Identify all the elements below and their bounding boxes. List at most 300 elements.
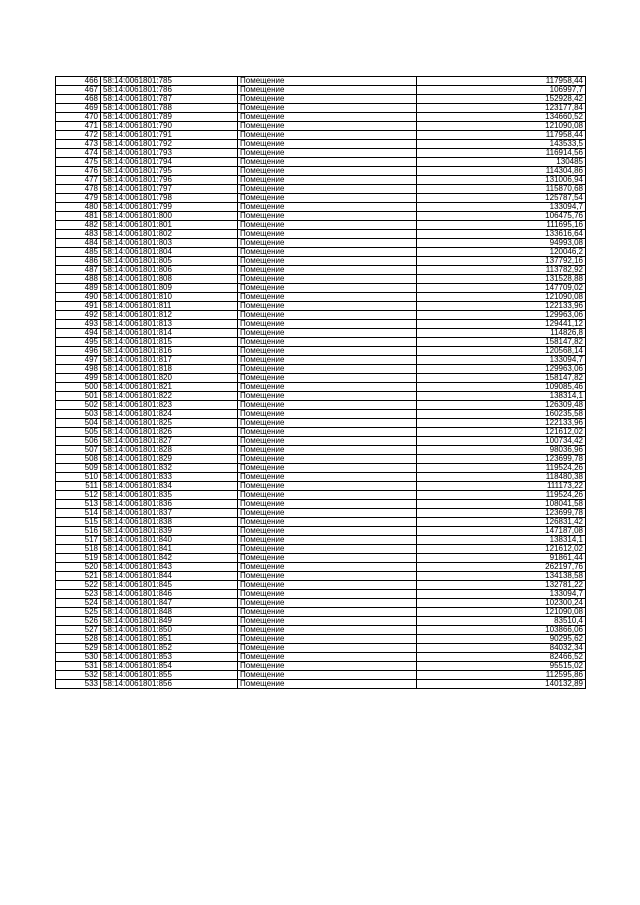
object-type-cell: Помещение bbox=[238, 464, 417, 473]
value-cell: 147709,02 bbox=[417, 284, 586, 293]
table-row bbox=[56, 482, 586, 491]
cadastral-number-cell: 58:14:0061801:849 bbox=[101, 617, 238, 626]
table-row bbox=[56, 221, 586, 230]
cadastral-number-cell: 58:14:0061801:800 bbox=[101, 212, 238, 221]
cadastral-number-cell: 58:14:0061801:834 bbox=[101, 482, 238, 491]
row-number-cell: 503 bbox=[56, 410, 101, 419]
table-row bbox=[56, 599, 586, 608]
table-row bbox=[56, 311, 586, 320]
row-number-cell: 476 bbox=[56, 167, 101, 176]
row-number-cell: 521 bbox=[56, 572, 101, 581]
table-row bbox=[56, 491, 586, 500]
row-number-cell: 520 bbox=[56, 563, 101, 572]
table-row bbox=[56, 257, 586, 266]
object-type-cell: Помещение bbox=[238, 338, 417, 347]
row-number-cell: 478 bbox=[56, 185, 101, 194]
value-cell: 126831,42 bbox=[417, 518, 586, 527]
row-number-cell: 479 bbox=[56, 194, 101, 203]
row-number-cell: 529 bbox=[56, 644, 101, 653]
cadastral-number-cell: 58:14:0061801:790 bbox=[101, 122, 238, 131]
row-number-cell: 512 bbox=[56, 491, 101, 500]
object-type-cell: Помещение bbox=[238, 185, 417, 194]
table-row bbox=[56, 86, 586, 95]
table-row bbox=[56, 302, 586, 311]
table-row bbox=[56, 644, 586, 653]
table-row bbox=[56, 536, 586, 545]
row-number-cell: 517 bbox=[56, 536, 101, 545]
object-type-cell: Помещение bbox=[238, 221, 417, 230]
object-type-cell: Помещение bbox=[238, 428, 417, 437]
cadastral-number-cell: 58:14:0061801:856 bbox=[101, 680, 238, 689]
cadastral-number-cell: 58:14:0061801:794 bbox=[101, 158, 238, 167]
value-cell: 120046,2 bbox=[417, 248, 586, 257]
table-row bbox=[56, 239, 586, 248]
object-type-cell: Помещение bbox=[238, 257, 417, 266]
cadastral-number-cell: 58:14:0061801:845 bbox=[101, 581, 238, 590]
value-cell: 158147,82 bbox=[417, 374, 586, 383]
row-number-cell: 481 bbox=[56, 212, 101, 221]
table-row bbox=[56, 383, 586, 392]
value-cell: 90295,62 bbox=[417, 635, 586, 644]
value-cell: 118480,38 bbox=[417, 473, 586, 482]
value-cell: 108041,58 bbox=[417, 500, 586, 509]
cadastral-number-cell: 58:14:0061801:810 bbox=[101, 293, 238, 302]
table-row bbox=[56, 572, 586, 581]
row-number-cell: 475 bbox=[56, 158, 101, 167]
value-cell: 134660,52 bbox=[417, 113, 586, 122]
cadastral-number-cell: 58:14:0061801:827 bbox=[101, 437, 238, 446]
value-cell: 113782,92 bbox=[417, 266, 586, 275]
cadastral-number-cell: 58:14:0061801:853 bbox=[101, 653, 238, 662]
cadastral-number-cell: 58:14:0061801:788 bbox=[101, 104, 238, 113]
table-row bbox=[56, 140, 586, 149]
cadastral-number-cell: 58:14:0061801:785 bbox=[101, 77, 238, 86]
cadastral-table bbox=[55, 76, 586, 689]
value-cell: 119524,26 bbox=[417, 464, 586, 473]
value-cell: 98036,96 bbox=[417, 446, 586, 455]
value-cell: 121612,02 bbox=[417, 545, 586, 554]
value-cell: 119524,26 bbox=[417, 491, 586, 500]
value-cell: 91861,44 bbox=[417, 554, 586, 563]
table-row bbox=[56, 131, 586, 140]
row-number-cell: 468 bbox=[56, 95, 101, 104]
cadastral-number-cell: 58:14:0061801:802 bbox=[101, 230, 238, 239]
registry-sheet bbox=[55, 76, 585, 689]
cadastral-number-cell: 58:14:0061801:848 bbox=[101, 608, 238, 617]
cadastral-number-cell: 58:14:0061801:855 bbox=[101, 671, 238, 680]
table-row bbox=[56, 626, 586, 635]
object-type-cell: Помещение bbox=[238, 302, 417, 311]
row-number-cell: 528 bbox=[56, 635, 101, 644]
object-type-cell: Помещение bbox=[238, 419, 417, 428]
table-row bbox=[56, 680, 586, 689]
row-number-cell: 506 bbox=[56, 437, 101, 446]
object-type-cell: Помещение bbox=[238, 509, 417, 518]
table-row bbox=[56, 230, 586, 239]
object-type-cell: Помещение bbox=[238, 77, 417, 86]
table-row bbox=[56, 365, 586, 374]
table-row bbox=[56, 617, 586, 626]
row-number-cell: 499 bbox=[56, 374, 101, 383]
object-type-cell: Помещение bbox=[238, 662, 417, 671]
row-number-cell: 532 bbox=[56, 671, 101, 680]
table-row bbox=[56, 167, 586, 176]
table-row bbox=[56, 410, 586, 419]
cadastral-number-cell: 58:14:0061801:796 bbox=[101, 176, 238, 185]
row-number-cell: 482 bbox=[56, 221, 101, 230]
value-cell: 117958,44 bbox=[417, 77, 586, 86]
value-cell: 83510,4 bbox=[417, 617, 586, 626]
cadastral-number-cell: 58:14:0061801:836 bbox=[101, 500, 238, 509]
row-number-cell: 484 bbox=[56, 239, 101, 248]
table-row bbox=[56, 122, 586, 131]
value-cell: 122133,96 bbox=[417, 419, 586, 428]
value-cell: 131528,88 bbox=[417, 275, 586, 284]
object-type-cell: Помещение bbox=[238, 212, 417, 221]
row-number-cell: 516 bbox=[56, 527, 101, 536]
table-row bbox=[56, 113, 586, 122]
table-row bbox=[56, 284, 586, 293]
row-number-cell: 514 bbox=[56, 509, 101, 518]
row-number-cell: 485 bbox=[56, 248, 101, 257]
object-type-cell: Помещение bbox=[238, 527, 417, 536]
table-row bbox=[56, 356, 586, 365]
value-cell: 129441,12 bbox=[417, 320, 586, 329]
value-cell: 129963,06 bbox=[417, 311, 586, 320]
value-cell: 115870,68 bbox=[417, 185, 586, 194]
cadastral-number-cell: 58:14:0061801:812 bbox=[101, 311, 238, 320]
value-cell: 123699,78 bbox=[417, 509, 586, 518]
table-row bbox=[56, 149, 586, 158]
object-type-cell: Помещение bbox=[238, 563, 417, 572]
value-cell: 84032,34 bbox=[417, 644, 586, 653]
cadastral-number-cell: 58:14:0061801:851 bbox=[101, 635, 238, 644]
value-cell: 158147,82 bbox=[417, 338, 586, 347]
value-cell: 102300,24 bbox=[417, 599, 586, 608]
value-cell: 112595,86 bbox=[417, 671, 586, 680]
table-row bbox=[56, 464, 586, 473]
cadastral-number-cell: 58:14:0061801:792 bbox=[101, 140, 238, 149]
cadastral-number-cell: 58:14:0061801:803 bbox=[101, 239, 238, 248]
object-type-cell: Помещение bbox=[238, 608, 417, 617]
object-type-cell: Помещение bbox=[238, 599, 417, 608]
row-number-cell: 509 bbox=[56, 464, 101, 473]
object-type-cell: Помещение bbox=[238, 572, 417, 581]
object-type-cell: Помещение bbox=[238, 500, 417, 509]
value-cell: 133094,7 bbox=[417, 203, 586, 212]
cadastral-number-cell: 58:14:0061801:822 bbox=[101, 392, 238, 401]
row-number-cell: 487 bbox=[56, 266, 101, 275]
cadastral-number-cell: 58:14:0061801:852 bbox=[101, 644, 238, 653]
value-cell: 109085,46 bbox=[417, 383, 586, 392]
cadastral-number-cell: 58:14:0061801:821 bbox=[101, 383, 238, 392]
value-cell: 114304,86 bbox=[417, 167, 586, 176]
cadastral-number-cell: 58:14:0061801:815 bbox=[101, 338, 238, 347]
value-cell: 140132,89 bbox=[417, 680, 586, 689]
table-row bbox=[56, 437, 586, 446]
table-row bbox=[56, 212, 586, 221]
cadastral-number-cell: 58:14:0061801:820 bbox=[101, 374, 238, 383]
cadastral-number-cell: 58:14:0061801:828 bbox=[101, 446, 238, 455]
object-type-cell: Помещение bbox=[238, 329, 417, 338]
row-number-cell: 513 bbox=[56, 500, 101, 509]
row-number-cell: 510 bbox=[56, 473, 101, 482]
cadastral-number-cell: 58:14:0061801:795 bbox=[101, 167, 238, 176]
object-type-cell: Помещение bbox=[238, 239, 417, 248]
row-number-cell: 500 bbox=[56, 383, 101, 392]
object-type-cell: Помещение bbox=[238, 86, 417, 95]
cadastral-number-cell: 58:14:0061801:799 bbox=[101, 203, 238, 212]
value-cell: 138314,1 bbox=[417, 536, 586, 545]
object-type-cell: Помещение bbox=[238, 536, 417, 545]
row-number-cell: 493 bbox=[56, 320, 101, 329]
table-row bbox=[56, 509, 586, 518]
row-number-cell: 498 bbox=[56, 365, 101, 374]
table-body bbox=[56, 77, 586, 689]
table-row bbox=[56, 590, 586, 599]
table-row bbox=[56, 653, 586, 662]
value-cell: 129963,06 bbox=[417, 365, 586, 374]
object-type-cell: Помещение bbox=[238, 617, 417, 626]
value-cell: 160235,58 bbox=[417, 410, 586, 419]
table-row bbox=[56, 527, 586, 536]
cadastral-number-cell: 58:14:0061801:832 bbox=[101, 464, 238, 473]
row-number-cell: 524 bbox=[56, 599, 101, 608]
cadastral-number-cell: 58:14:0061801:829 bbox=[101, 455, 238, 464]
row-number-cell: 507 bbox=[56, 446, 101, 455]
object-type-cell: Помещение bbox=[238, 140, 417, 149]
table-row bbox=[56, 401, 586, 410]
table-row bbox=[56, 104, 586, 113]
row-number-cell: 502 bbox=[56, 401, 101, 410]
row-number-cell: 471 bbox=[56, 122, 101, 131]
row-number-cell: 518 bbox=[56, 545, 101, 554]
row-number-cell: 491 bbox=[56, 302, 101, 311]
row-number-cell: 472 bbox=[56, 131, 101, 140]
row-number-cell: 527 bbox=[56, 626, 101, 635]
row-number-cell: 519 bbox=[56, 554, 101, 563]
table-row bbox=[56, 158, 586, 167]
table-row bbox=[56, 635, 586, 644]
row-number-cell: 515 bbox=[56, 518, 101, 527]
object-type-cell: Помещение bbox=[238, 131, 417, 140]
value-cell: 111695,16 bbox=[417, 221, 586, 230]
cadastral-number-cell: 58:14:0061801:823 bbox=[101, 401, 238, 410]
table-row bbox=[56, 266, 586, 275]
row-number-cell: 486 bbox=[56, 257, 101, 266]
table-row bbox=[56, 518, 586, 527]
table-row bbox=[56, 671, 586, 680]
object-type-cell: Помещение bbox=[238, 149, 417, 158]
object-type-cell: Помещение bbox=[238, 356, 417, 365]
row-number-cell: 533 bbox=[56, 680, 101, 689]
row-number-cell: 497 bbox=[56, 356, 101, 365]
object-type-cell: Помещение bbox=[238, 437, 417, 446]
table-row bbox=[56, 347, 586, 356]
value-cell: 121090,08 bbox=[417, 293, 586, 302]
object-type-cell: Помещение bbox=[238, 203, 417, 212]
value-cell: 103866,06 bbox=[417, 626, 586, 635]
table-row bbox=[56, 581, 586, 590]
row-number-cell: 488 bbox=[56, 275, 101, 284]
table-row bbox=[56, 374, 586, 383]
row-number-cell: 526 bbox=[56, 617, 101, 626]
table-row bbox=[56, 248, 586, 257]
table-row bbox=[56, 176, 586, 185]
row-number-cell: 473 bbox=[56, 140, 101, 149]
value-cell: 114826,8 bbox=[417, 329, 586, 338]
row-number-cell: 470 bbox=[56, 113, 101, 122]
value-cell: 133094,7 bbox=[417, 356, 586, 365]
object-type-cell: Помещение bbox=[238, 455, 417, 464]
value-cell: 94993,08 bbox=[417, 239, 586, 248]
object-type-cell: Помещение bbox=[238, 311, 417, 320]
row-number-cell: 495 bbox=[56, 338, 101, 347]
object-type-cell: Помещение bbox=[238, 635, 417, 644]
table-row bbox=[56, 446, 586, 455]
row-number-cell: 492 bbox=[56, 311, 101, 320]
object-type-cell: Помещение bbox=[238, 104, 417, 113]
object-type-cell: Помещение bbox=[238, 158, 417, 167]
value-cell: 126309,48 bbox=[417, 401, 586, 410]
value-cell: 121090,08 bbox=[417, 608, 586, 617]
cadastral-number-cell: 58:14:0061801:806 bbox=[101, 266, 238, 275]
object-type-cell: Помещение bbox=[238, 491, 417, 500]
object-type-cell: Помещение bbox=[238, 365, 417, 374]
value-cell: 106997,7 bbox=[417, 86, 586, 95]
object-type-cell: Помещение bbox=[238, 392, 417, 401]
table-row bbox=[56, 473, 586, 482]
object-type-cell: Помещение bbox=[238, 347, 417, 356]
table-row bbox=[56, 500, 586, 509]
table-row bbox=[56, 428, 586, 437]
cadastral-number-cell: 58:14:0061801:814 bbox=[101, 329, 238, 338]
value-cell: 152928,42 bbox=[417, 95, 586, 104]
value-cell: 133616,64 bbox=[417, 230, 586, 239]
object-type-cell: Помещение bbox=[238, 248, 417, 257]
object-type-cell: Помещение bbox=[238, 581, 417, 590]
table-row bbox=[56, 419, 586, 428]
object-type-cell: Помещение bbox=[238, 482, 417, 491]
cadastral-number-cell: 58:14:0061801:809 bbox=[101, 284, 238, 293]
value-cell: 82466,52 bbox=[417, 653, 586, 662]
cadastral-number-cell: 58:14:0061801:840 bbox=[101, 536, 238, 545]
table-row bbox=[56, 662, 586, 671]
table-row bbox=[56, 392, 586, 401]
cadastral-number-cell: 58:14:0061801:844 bbox=[101, 572, 238, 581]
value-cell: 120568,14 bbox=[417, 347, 586, 356]
cadastral-number-cell: 58:14:0061801:808 bbox=[101, 275, 238, 284]
object-type-cell: Помещение bbox=[238, 95, 417, 104]
object-type-cell: Помещение bbox=[238, 122, 417, 131]
object-type-cell: Помещение bbox=[238, 473, 417, 482]
cadastral-number-cell: 58:14:0061801:793 bbox=[101, 149, 238, 158]
table-row bbox=[56, 338, 586, 347]
cadastral-number-cell: 58:14:0061801:841 bbox=[101, 545, 238, 554]
object-type-cell: Помещение bbox=[238, 293, 417, 302]
value-cell: 132781,22 bbox=[417, 581, 586, 590]
object-type-cell: Помещение bbox=[238, 113, 417, 122]
row-number-cell: 523 bbox=[56, 590, 101, 599]
table-row bbox=[56, 203, 586, 212]
value-cell: 147187,08 bbox=[417, 527, 586, 536]
object-type-cell: Помещение bbox=[238, 266, 417, 275]
row-number-cell: 466 bbox=[56, 77, 101, 86]
object-type-cell: Помещение bbox=[238, 167, 417, 176]
table-row bbox=[56, 545, 586, 554]
value-cell: 117958,44 bbox=[417, 131, 586, 140]
table-row bbox=[56, 194, 586, 203]
cadastral-number-cell: 58:14:0061801:824 bbox=[101, 410, 238, 419]
table-row bbox=[56, 563, 586, 572]
value-cell: 138314,1 bbox=[417, 392, 586, 401]
cadastral-number-cell: 58:14:0061801:816 bbox=[101, 347, 238, 356]
table-row bbox=[56, 554, 586, 563]
value-cell: 131006,94 bbox=[417, 176, 586, 185]
table-row bbox=[56, 455, 586, 464]
object-type-cell: Помещение bbox=[238, 518, 417, 527]
cadastral-number-cell: 58:14:0061801:833 bbox=[101, 473, 238, 482]
row-number-cell: 477 bbox=[56, 176, 101, 185]
object-type-cell: Помещение bbox=[238, 401, 417, 410]
value-cell: 133094,7 bbox=[417, 590, 586, 599]
cadastral-number-cell: 58:14:0061801:805 bbox=[101, 257, 238, 266]
cadastral-number-cell: 58:14:0061801:837 bbox=[101, 509, 238, 518]
row-number-cell: 490 bbox=[56, 293, 101, 302]
cadastral-number-cell: 58:14:0061801:804 bbox=[101, 248, 238, 257]
value-cell: 121090,08 bbox=[417, 122, 586, 131]
row-number-cell: 505 bbox=[56, 428, 101, 437]
cadastral-number-cell: 58:14:0061801:854 bbox=[101, 662, 238, 671]
table-row bbox=[56, 293, 586, 302]
value-cell: 125787,54 bbox=[417, 194, 586, 203]
object-type-cell: Помещение bbox=[238, 644, 417, 653]
value-cell: 137792,16 bbox=[417, 257, 586, 266]
value-cell: 262197,76 bbox=[417, 563, 586, 572]
cadastral-number-cell: 58:14:0061801:786 bbox=[101, 86, 238, 95]
object-type-cell: Помещение bbox=[238, 626, 417, 635]
cadastral-number-cell: 58:14:0061801:818 bbox=[101, 365, 238, 374]
value-cell: 130485 bbox=[417, 158, 586, 167]
value-cell: 134138,58 bbox=[417, 572, 586, 581]
object-type-cell: Помещение bbox=[238, 374, 417, 383]
object-type-cell: Помещение bbox=[238, 284, 417, 293]
table-row bbox=[56, 185, 586, 194]
table-row bbox=[56, 95, 586, 104]
object-type-cell: Помещение bbox=[238, 410, 417, 419]
object-type-cell: Помещение bbox=[238, 590, 417, 599]
object-type-cell: Помещение bbox=[238, 653, 417, 662]
row-number-cell: 489 bbox=[56, 284, 101, 293]
object-type-cell: Помещение bbox=[238, 320, 417, 329]
row-number-cell: 496 bbox=[56, 347, 101, 356]
row-number-cell: 522 bbox=[56, 581, 101, 590]
table-row bbox=[56, 77, 586, 86]
cadastral-number-cell: 58:14:0061801:798 bbox=[101, 194, 238, 203]
cadastral-number-cell: 58:14:0061801:797 bbox=[101, 185, 238, 194]
cadastral-number-cell: 58:14:0061801:835 bbox=[101, 491, 238, 500]
value-cell: 123177,84 bbox=[417, 104, 586, 113]
value-cell: 123699,78 bbox=[417, 455, 586, 464]
row-number-cell: 525 bbox=[56, 608, 101, 617]
value-cell: 111173,22 bbox=[417, 482, 586, 491]
value-cell: 95515,02 bbox=[417, 662, 586, 671]
value-cell: 116914,56 bbox=[417, 149, 586, 158]
row-number-cell: 511 bbox=[56, 482, 101, 491]
cadastral-number-cell: 58:14:0061801:846 bbox=[101, 590, 238, 599]
cadastral-number-cell: 58:14:0061801:789 bbox=[101, 113, 238, 122]
row-number-cell: 480 bbox=[56, 203, 101, 212]
